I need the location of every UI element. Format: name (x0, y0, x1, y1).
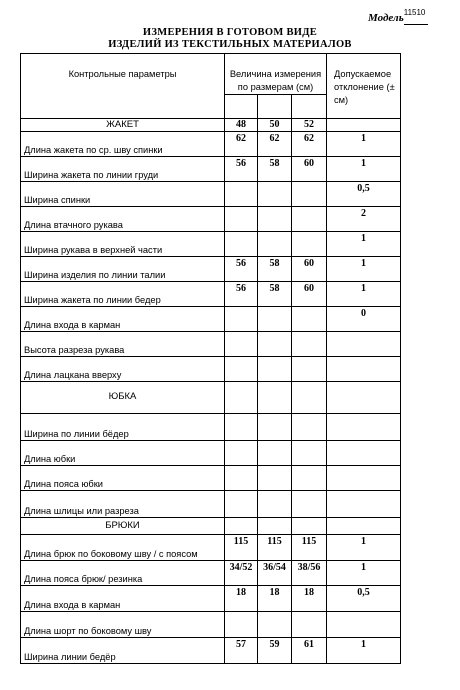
table-row (21, 561, 401, 586)
param-cell: Длина жакета по ср. шву спинки (21, 132, 225, 157)
value-cell (258, 207, 292, 232)
table-row (21, 257, 401, 282)
table-row (21, 182, 401, 207)
value-cell (292, 357, 327, 382)
param-cell: Высота разреза рукава (21, 332, 225, 357)
param-cell: Ширина изделия по линии талии (21, 257, 225, 282)
value-cell (258, 382, 292, 414)
tolerance-cell (327, 491, 401, 518)
table-row (21, 612, 401, 638)
tolerance-cell: 1 (327, 535, 401, 561)
header-empty-cell (225, 95, 258, 119)
tolerance-cell (327, 414, 401, 441)
tolerance-cell: 1 (327, 638, 401, 664)
value-cell (225, 414, 258, 441)
header-row (21, 54, 401, 95)
tolerance-cell: 1 (327, 257, 401, 282)
value-cell (225, 491, 258, 518)
value-cell: 57 (225, 638, 258, 664)
value-cell (292, 441, 327, 466)
size-50: 50 (258, 119, 292, 132)
table-row (21, 491, 401, 518)
section-title-jacket: ЖАКЕТ (21, 119, 225, 132)
table-row (21, 157, 401, 182)
section-row-jacket (21, 119, 401, 132)
value-cell: 115 (258, 535, 292, 561)
value-cell (292, 414, 327, 441)
value-cell (258, 441, 292, 466)
model-label-text: Модель (368, 12, 404, 24)
table-row (21, 466, 401, 491)
param-cell: Ширина жакета по линии груди (21, 157, 225, 182)
tolerance-cell: 1 (327, 232, 401, 257)
document-title-line1: ИЗМЕРЕНИЯ В ГОТОВОМ ВИДЕ (142, 27, 318, 38)
table-row (21, 132, 401, 157)
section-row-skirt (21, 382, 401, 414)
value-cell (225, 332, 258, 357)
param-cell: Длина входа в карман (21, 586, 225, 612)
value-cell (225, 232, 258, 257)
header-empty-cell (258, 95, 292, 119)
model-number: 11510 (403, 8, 426, 17)
value-cell (292, 182, 327, 207)
section-title-skirt: ЮБКА (21, 382, 225, 414)
value-cell (258, 491, 292, 518)
value-cell: 56 (225, 257, 258, 282)
value-cell (292, 466, 327, 491)
param-cell: Ширина по линии бёдер (21, 414, 225, 441)
value-cell: 58 (258, 157, 292, 182)
value-cell: 18 (292, 586, 327, 612)
tolerance-cell (327, 119, 401, 132)
model-label (368, 8, 428, 25)
table-row (21, 638, 401, 664)
section-title-trousers: БРЮКИ (21, 518, 225, 535)
value-cell: 62 (258, 132, 292, 157)
value-cell: 61 (292, 638, 327, 664)
value-cell: 38/56 (292, 561, 327, 586)
value-cell: 18 (225, 586, 258, 612)
tolerance-cell: 2 (327, 207, 401, 232)
value-cell (292, 612, 327, 638)
value-cell (225, 307, 258, 332)
value-cell: 58 (258, 282, 292, 307)
header-sizes: Величина измерения по размерам (см) (225, 54, 327, 95)
value-cell (258, 612, 292, 638)
value-cell: 62 (292, 132, 327, 157)
value-cell (225, 612, 258, 638)
tolerance-cell (327, 382, 401, 414)
tolerance-cell (327, 612, 401, 638)
table-row (21, 441, 401, 466)
value-cell: 60 (292, 257, 327, 282)
value-cell (292, 232, 327, 257)
value-cell: 58 (258, 257, 292, 282)
tolerance-cell (327, 441, 401, 466)
table-row (21, 307, 401, 332)
tolerance-cell (327, 357, 401, 382)
tolerance-cell (327, 466, 401, 491)
table-row (21, 282, 401, 307)
measurements-table (20, 53, 401, 664)
value-cell (258, 466, 292, 491)
tolerance-cell: 1 (327, 157, 401, 182)
value-cell: 56 (225, 282, 258, 307)
value-cell (258, 518, 292, 535)
value-cell (225, 441, 258, 466)
value-cell (225, 207, 258, 232)
value-cell: 56 (225, 157, 258, 182)
value-cell (292, 307, 327, 332)
param-cell: Длина пояса брюк/ резинка (21, 561, 225, 586)
table-row (21, 207, 401, 232)
param-cell: Ширина линии бедёр (21, 638, 225, 664)
param-cell: Длина лацкана вверху (21, 357, 225, 382)
param-cell: Длина пояса юбки (21, 466, 225, 491)
value-cell (292, 518, 327, 535)
value-cell: 18 (258, 586, 292, 612)
table-row (21, 535, 401, 561)
size-52: 52 (292, 119, 327, 132)
param-cell: Длина брюк по боковому шву / с поясом (21, 535, 225, 561)
param-cell: Длина шлицы или разреза (21, 491, 225, 518)
tolerance-cell: 1 (327, 132, 401, 157)
value-cell (258, 307, 292, 332)
param-cell: Длина втачного рукава (21, 207, 225, 232)
value-cell (225, 182, 258, 207)
param-cell: Длина юбки (21, 441, 225, 466)
table-row (21, 586, 401, 612)
value-cell (225, 518, 258, 535)
param-cell: Ширина спинки (21, 182, 225, 207)
header-tolerance: Допускаемое отклонение (± см) (327, 54, 401, 119)
table-row (21, 332, 401, 357)
value-cell (258, 332, 292, 357)
tolerance-cell: 0 (327, 307, 401, 332)
tolerance-cell: 1 (327, 282, 401, 307)
value-cell: 62 (225, 132, 258, 157)
param-cell: Ширина рукава в верхней части (21, 232, 225, 257)
tolerance-cell: 0,5 (327, 182, 401, 207)
size-48: 48 (225, 119, 258, 132)
value-cell (225, 466, 258, 491)
tolerance-cell: 1 (327, 561, 401, 586)
value-cell: 60 (292, 282, 327, 307)
value-cell: 36/54 (258, 561, 292, 586)
section-row-trousers (21, 518, 401, 535)
header-empty-cell (292, 95, 327, 119)
tolerance-cell (327, 518, 401, 535)
value-cell (258, 232, 292, 257)
value-cell: 59 (258, 638, 292, 664)
param-cell: Ширина жакета по линии бедер (21, 282, 225, 307)
value-cell (292, 332, 327, 357)
value-cell: 60 (292, 157, 327, 182)
value-cell (292, 207, 327, 232)
param-cell: Длина шорт по боковому шву (21, 612, 225, 638)
table-row (21, 357, 401, 382)
document-title-line2: ИЗДЕЛИЙ ИЗ ТЕКСТИЛЬНЫХ МАТЕРИАЛОВ (108, 39, 352, 50)
tolerance-cell (327, 332, 401, 357)
value-cell: 115 (292, 535, 327, 561)
tolerance-cell: 0,5 (327, 586, 401, 612)
param-cell: Длина входа в карман (21, 307, 225, 332)
header-param: Контрольные параметры (21, 54, 225, 119)
value-cell (225, 357, 258, 382)
model-underline (403, 8, 428, 25)
table-row (21, 232, 401, 257)
value-cell: 34/52 (225, 561, 258, 586)
value-cell (258, 182, 292, 207)
value-cell: 115 (225, 535, 258, 561)
value-cell (258, 357, 292, 382)
value-cell (292, 491, 327, 518)
table-row (21, 414, 401, 441)
value-cell (225, 382, 258, 414)
value-cell (292, 382, 327, 414)
value-cell (258, 414, 292, 441)
